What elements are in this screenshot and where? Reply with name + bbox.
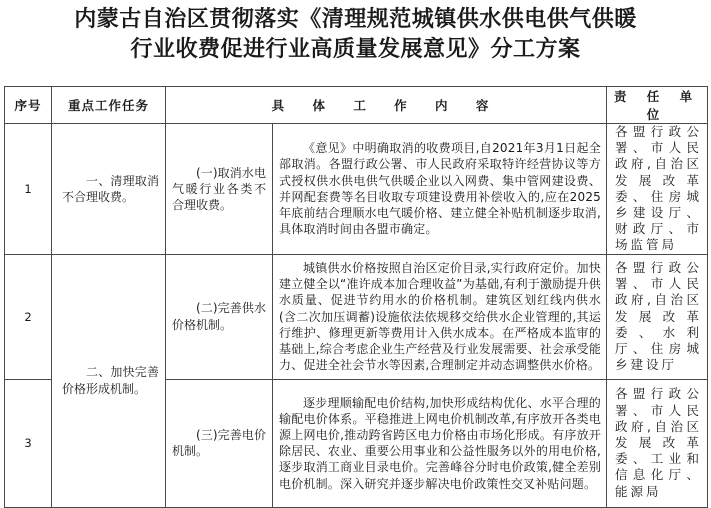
table-header-row: [5, 87, 708, 124]
header-task: 重点工作任务: [52, 87, 166, 124]
table-row: [5, 124, 708, 255]
title-line-2: 行业收费促进行业高质量发展意见》分工方案: [130, 36, 581, 62]
row-unit: 各盟行政公署、市人民政府,自治区发展改革委、水利厅、住房城乡建设厅: [607, 254, 708, 379]
row-seq: 3: [5, 379, 52, 507]
row-content: 《意见》中明确取消的收费项目,自2021年3月1日起全部取消。各盟行政公署、市人民政府采取特许经营协议等方式授权供水供电供气供暖企业以入网费、集中管网建设费、并网配套费等名目收取专项建设费用补偿收入的,应在2025年底前结合理顺水电气暖价格、建立健全补贴机制逐步取消,具体取消时间由各盟市确定。: [273, 124, 607, 255]
division-of-labor-table: [4, 86, 708, 508]
header-content: 具 体 工 作 内 容: [166, 87, 607, 124]
row-content: 城镇供水价格按照自治区定价目录,实行政府定价。加快建立健全以“准许成本加合理收益”为基础,有利于激励提升供水质量、促进节约用水的价格机制。建筑区划红线内供水(含二次加压调蓄)设施依法依规移交给供水企业管理的,其运行维护、修理更新等费用计入供水成本。在严格成本监审的基础上,综合考虑企业生产经营及行业发展需要、社会承受能力、促进全社会节水等因素,合理制定并动态调整供水价格。: [273, 254, 607, 379]
header-unit: 责 任 单 位: [607, 87, 708, 124]
title-line-1: 内蒙古自治区贯彻落实《清理规范城镇供水供电供气供暖: [74, 6, 637, 32]
row-content: 逐步理顺输配电价结构,加快形成结构优化、水平合理的输配电价体系。平稳推进上网电价机制改革,有序放开各类电源上网电价,推动跨省跨区电力价格由市场化形成。有序放开除居民、农业、重要公用事业和公益性服务以外的用电价格,逐步取消工商业目录电价。完善峰谷分时电价政策,健全差别电价机制。深入研究并逐步解决电价政策性交叉补贴问题。: [273, 379, 607, 507]
row-measure: (一)取消水电气暖行业各类不合理收费。: [166, 124, 273, 255]
row-task: 一、清理取消不合理收费。: [52, 124, 166, 255]
row-task: 二、加快完善价格形成机制。: [52, 254, 166, 507]
row-unit: 各盟行政公署、市人民政府,自治区发展改革委、住房城乡建设厅、财政厅、市场监管局: [607, 124, 708, 255]
header-seq: 序号: [5, 87, 52, 124]
table-row: [5, 254, 708, 379]
row-seq: 2: [5, 254, 52, 379]
row-seq: 1: [5, 124, 52, 255]
row-unit: 各盟行政公署、市人民政府,自治区发展改革委、工业和信息化厅、能源局: [607, 379, 708, 507]
row-measure: (三)完善电价机制。: [166, 379, 273, 507]
document-title: [0, 4, 711, 64]
row-measure: (二)完善供水价格机制。: [166, 254, 273, 379]
